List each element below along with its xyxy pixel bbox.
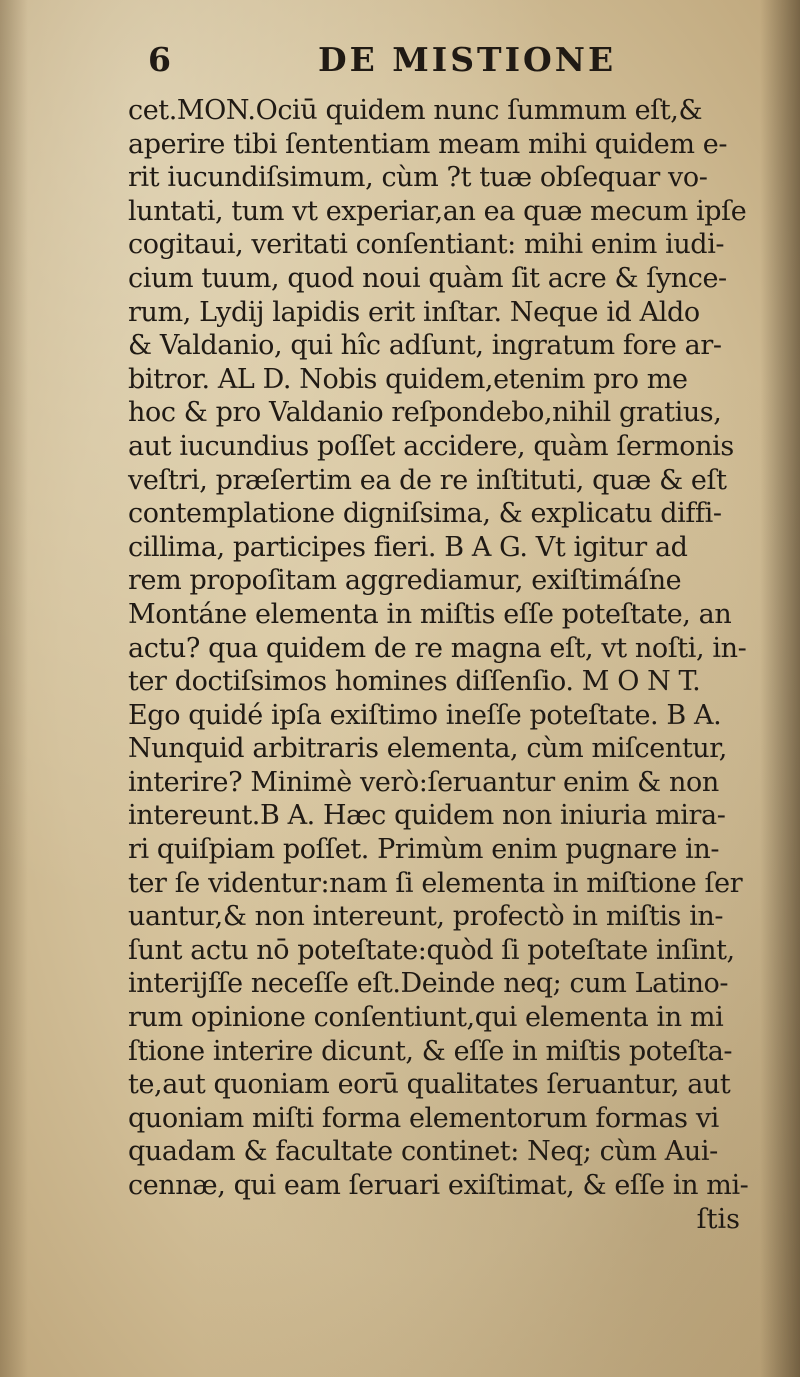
text-line: bitror. AL D. Nobis quidem,etenim pro me: [128, 363, 688, 395]
text-line: cennæ, qui eam ſeruari exiſtimat, & eſſe in mi-: [128, 1170, 749, 1201]
text-line: luntati, tum vt experiar,an ea quæ mecum ipſe: [128, 195, 747, 227]
text-line: interire? Minimè verò:ſeruantur enim & non: [128, 766, 719, 798]
text-line: contemplatione digniſsima, & explicatu diffi-: [128, 498, 722, 530]
running-head: [128, 40, 768, 94]
text-line: ri quiſpiam poſſet. Primùm enim pugnare in-: [128, 834, 720, 866]
text-line: veſtri, præſertim ea de re inſtituti, quæ & eſt: [128, 464, 727, 496]
text-line: uantur,& non intereunt, profectò in miſtis in-: [128, 901, 724, 933]
text-line: rum opinione conſentiunt,qui elementa in mi: [128, 1002, 724, 1034]
catchword: ſtis: [696, 1203, 740, 1235]
text-line: interijſſe neceſſe eſt.Deinde neq; cum Latino-: [128, 968, 729, 1000]
text-line: intereunt.B A. Hæc quidem non iniuria mira-: [128, 800, 726, 832]
text-line: ter ſe videntur:nam ſi elementa in miſtione ſer: [128, 867, 743, 899]
text-line: rum, Lydij lapidis erit inſtar. Neque id Aldo: [128, 296, 700, 328]
running-head-title: DE MISTIONE: [318, 40, 617, 79]
text-block: [128, 40, 768, 1237]
text-line: cium tuum, quod noui quàm ſit acre & ſynce-: [128, 262, 727, 294]
text-line: ſtione interire dicunt, & eſſe in miſtis poteſta-: [128, 1035, 733, 1067]
text-line: Nunquid arbitraris elementa, cùm miſcentur,: [128, 733, 727, 765]
text-line: cillima, participes fieri. B A G. Vt igitur ad: [128, 531, 688, 563]
text-line: aut iucundius poſſet accidere, quàm ſermonis: [128, 430, 734, 462]
text-line: aperire tibi ſententiam meam mihi quidem e-: [128, 128, 728, 160]
text-line: cet.MON.Ociū quidem nunc ſummum eſt,&: [128, 95, 703, 126]
text-line: rem propoſitam aggrediamur, exiſtimáſne: [128, 565, 682, 597]
body-text: [128, 94, 768, 1203]
text-line: Ego quidé ipſa exiſtimo ineſſe poteſtate. B A.: [128, 699, 722, 731]
text-line: hoc & pro Valdanio reſpondebo,nihil gratius,: [128, 397, 722, 429]
text-line: quadam & facultate continet: Neq; cùm Aui-: [128, 1136, 718, 1168]
text-line: & Valdanio, qui hîc adſunt, ingratum fore ar-: [128, 330, 722, 362]
text-line: rit iucundiſsimum, cùm ?t tuæ obſequar vo-: [128, 162, 708, 194]
text-line: cogitaui, veritati conſentiant: mihi enim iudi-: [128, 229, 725, 261]
text-line: ſunt actu nō poteſtate:quòd ſi poteſtate inſint,: [128, 934, 735, 966]
text-line: Montáne elementa in miſtis eſſe poteſtate, an: [128, 598, 732, 630]
text-line: ter doctiſsimos homines diſſenſio. M O N T.: [128, 666, 701, 698]
text-line: te,aut quoniam eorū qualitates ſeruantur, aut: [128, 1069, 731, 1101]
page-number: 6: [148, 40, 174, 79]
text-line: quoniam miſti forma elementorum formas vi: [128, 1102, 719, 1134]
text-line: actu? qua quidem de re magna eſt, vt noſti, in-: [128, 632, 747, 664]
